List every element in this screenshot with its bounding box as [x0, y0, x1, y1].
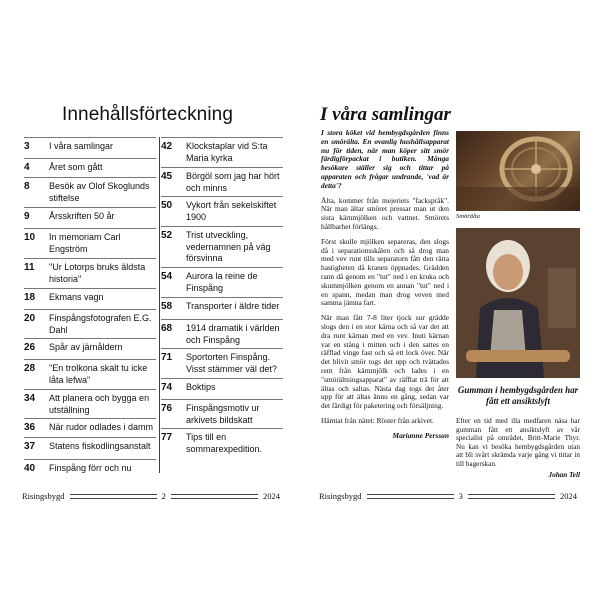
toc-page-number: 42 — [161, 141, 173, 152]
toc-page-number: 77 — [161, 432, 173, 443]
footer-rule — [468, 494, 555, 499]
toc-entry — [24, 258, 156, 285]
toc-entry — [24, 137, 156, 153]
toc-entry — [24, 418, 156, 434]
toc-page-number: 40 — [24, 463, 36, 474]
toc-entry-title: Finspångsfotografen E.G. Dahl — [49, 313, 152, 335]
footer-journal: Risingsbygd — [319, 491, 362, 501]
toc-entry-title: Finspång förr och nu — [49, 463, 132, 473]
toc-entry-title: Börgöl som jag har hört och minns — [186, 171, 280, 193]
article-paragraph: När man fått 7-8 liter tjock sur grädde slogs den i en stor kärna och så var det att dra runt kärnan med en vev. Inuti kärnan var en stång i mitten och i den sattes en räfflad vinge fast och så ett lock över. När det blivit smör togs det upp och tvättades rent från kärnmjölk och lades i en "smörältningsapparat" av räfflat trä för att ältas och saltas. Nästa dag togs det åter upp för att ältas ännu en gång, sedan var det färdigt för paketering och försäljning. — [321, 313, 449, 411]
photo-caption: Smörälta — [456, 213, 480, 220]
toc-entry — [161, 348, 283, 375]
toc-page-number: 37 — [24, 441, 36, 452]
toc-entry — [24, 437, 156, 453]
toc-entry — [24, 158, 156, 174]
toc-page-number: 9 — [24, 211, 30, 222]
toc-entry — [24, 207, 156, 223]
toc-page-number: 50 — [161, 200, 173, 211]
toc-entry-title: Klockstaplar vid S:ta Maria kyrka — [186, 141, 268, 163]
toc-page-number: 4 — [24, 162, 30, 173]
toc-entry-title: Aurora la reine de Finspång — [186, 271, 258, 293]
footer-journal: Risingsbygd — [22, 491, 65, 501]
article-author: Marianne Persson — [392, 430, 449, 440]
toc-entry — [161, 399, 283, 426]
toc-entry — [24, 309, 156, 336]
article-paragraph: Först skulle mjölken separeras, den slogs då i separationsskålen och så drog man med vev runt tills separatorn fått den rätta hastigheten då kranen öppnades. Grädden rann då genom en "tut" ned i en kruka och skummjölken genom en annan "tut" ned i en spann, medan man drog veven med samma jämna fart. — [321, 236, 449, 308]
article-title: I våra samlingar — [320, 104, 451, 125]
toc-entry — [24, 177, 156, 204]
toc-entry — [161, 267, 283, 294]
toc-page-number: 10 — [24, 232, 36, 243]
toc-entry-title: Året som gått — [49, 162, 103, 172]
toc-entry — [24, 338, 156, 354]
toc-page-number: 68 — [161, 323, 173, 334]
article-author-2: Johan Tell — [548, 470, 580, 479]
toc-page-number: 11 — [24, 262, 35, 273]
article-source: Hämtat från nätet: Röster från arkivet. — [321, 415, 434, 425]
toc-entry-title: När rudor odlades i damm — [49, 422, 154, 432]
footer-page-number: 2 — [161, 491, 166, 501]
toc-page-number: 74 — [161, 382, 173, 393]
footer-rule — [367, 494, 454, 499]
toc-entry-title: Sportorten Finspång. Visst stämmer väl det? — [186, 352, 277, 374]
toc-page-number: 76 — [161, 403, 173, 414]
toc-page-number: 34 — [24, 393, 36, 404]
toc-page-number: 3 — [24, 141, 30, 152]
toc-entry-title: Statens fiskodlingsanstalt — [49, 441, 151, 451]
footer-year: 2024 — [560, 491, 578, 501]
toc-page-number: 26 — [24, 342, 36, 353]
toc-entry — [161, 137, 283, 164]
butter-churn-photo — [456, 131, 580, 211]
toc-page-number: 58 — [161, 301, 173, 312]
toc-entry-title: 1914 dramatik i världen och Finspång — [186, 323, 280, 345]
toc-page-number: 52 — [161, 230, 173, 241]
toc-entry — [161, 167, 283, 194]
toc-entry-title: Ekmans vagn — [49, 292, 104, 302]
footer-year: 2024 — [263, 491, 281, 501]
toc-entry-title: Årsskriften 50 år — [49, 211, 115, 221]
toc-page-number: 45 — [161, 171, 173, 182]
toc-page-number: 36 — [24, 422, 36, 433]
article-paragraph: Älta, kommer från mejeriets "fackspråk". När man ältar smöret pressar man ut den sista kärnmjölken och vattnet. Smörets hållbarhet förlängs. — [321, 195, 449, 231]
footer-rule — [171, 494, 258, 499]
toc-page-number: 71 — [161, 352, 173, 363]
toc-page-number: 18 — [24, 292, 36, 303]
article-column — [321, 129, 449, 447]
article-subtitle: Gumman i hembygdsgården har fått ett ansiktslyft — [457, 385, 579, 406]
toc-page-number: 20 — [24, 313, 36, 324]
toc-entry-title: I våra samlingar — [49, 141, 114, 151]
toc-entry-title: Besök av Olof Skoglunds stiftelse — [49, 181, 150, 203]
toc-entry — [161, 226, 283, 265]
toc-entry — [24, 459, 156, 475]
butter-churn-illustration — [456, 131, 580, 211]
old-woman-mannequin-photo — [456, 228, 580, 378]
toc-entry-title: "En trolkona skalt tu icke låta lefwa" — [49, 363, 148, 385]
article-column-2 — [456, 417, 580, 479]
article-paragraph: Efter en tid med illa medfaren näsa har gumman fått ett ansiktslyft av vår specialist på området, Britt-Marie Thyr. Nu kan vi besöka hembygdsgården utan att bli svårt skrämda varje gång vi tittar in till bagerskan. — [456, 417, 580, 468]
toc-page-number: 28 — [24, 363, 36, 374]
toc-entry — [161, 319, 283, 346]
toc-page-number: 54 — [161, 271, 173, 282]
footer-left — [22, 490, 280, 502]
toc-title: Innehållsförteckning — [62, 104, 233, 125]
toc-entry — [161, 297, 283, 313]
toc-entry-title: "Ur Lotorps bruks äldsta historia" — [49, 262, 146, 284]
toc-entry — [24, 389, 156, 416]
toc-entry — [24, 228, 156, 255]
toc-entry — [24, 288, 156, 304]
toc-entry — [161, 378, 283, 394]
footer-right — [319, 490, 577, 502]
mannequin-illustration — [456, 228, 580, 378]
article-intro: I stora köket vid hembygdsgården finns en smörälta. En ovanlig hushållsapparat nu för tiden, när man köper sitt smör färdigförpackat i butiken. Många besökare ställer sig och tittar på apparaten och frågar undrande, 'vad är detta'? — [321, 128, 449, 190]
toc-entry-title: Trist utveckling, vedernamnen på väg försvinna — [186, 230, 271, 263]
toc-entry — [24, 359, 156, 386]
toc-entry-title: In memoriam Carl Engström — [49, 232, 121, 254]
toc-entry-title: Tips till en sommarexpedition. — [186, 432, 263, 454]
toc-entry — [161, 196, 283, 223]
toc-entry-title: Spår av järnåldern — [49, 342, 123, 352]
footer-rule — [70, 494, 157, 499]
toc-entry — [161, 428, 283, 455]
toc-entry-title: Boktips — [186, 382, 216, 392]
toc-entry-title: Att planera och bygga en utställning — [49, 393, 150, 415]
toc-page-number: 8 — [24, 181, 30, 192]
toc-entry-title: Finspångsmotiv ur arkivets bildskatt — [186, 403, 260, 425]
toc-entry-title: Transporter i äldre tider — [186, 301, 280, 311]
footer-page-number: 3 — [458, 491, 463, 501]
toc-entry-title: Vykort från sekelskiftet 1900 — [186, 200, 277, 222]
